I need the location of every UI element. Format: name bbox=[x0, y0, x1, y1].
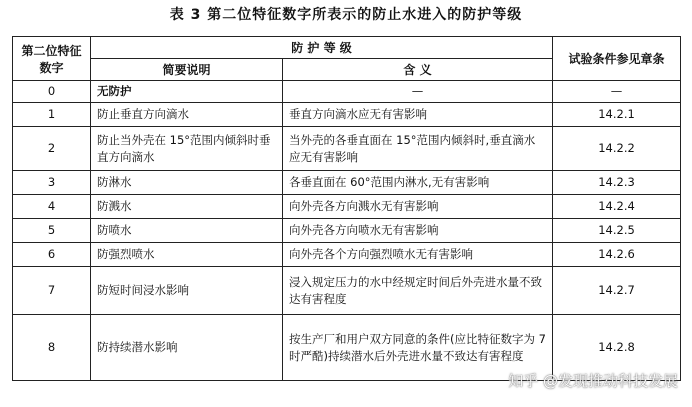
row-clause: 14.2.5 bbox=[553, 219, 681, 243]
table-row bbox=[13, 127, 681, 171]
row-clause: 14.2.2 bbox=[553, 127, 681, 171]
row-meaning: 当外壳的各垂直面在 15°范围内倾斜时,垂直滴水应无有害影响 bbox=[283, 127, 553, 171]
row-brief: 防止当外壳在 15°范围内倾斜时垂直方向滴水 bbox=[91, 127, 283, 171]
row-meaning: 垂直方向滴水应无有害影响 bbox=[283, 103, 553, 127]
row-digit: 6 bbox=[13, 243, 91, 267]
row-meaning: 按生产厂和用户双方同意的条件(应比特征数字为 7 时严酷)持续潜水后外壳进水量不致达有害程度 bbox=[283, 315, 553, 381]
row-brief: 无防护 bbox=[91, 81, 283, 103]
header-meaning: 含 义 bbox=[283, 59, 553, 81]
row-clause: 14.2.1 bbox=[553, 103, 681, 127]
row-digit: 1 bbox=[13, 103, 91, 127]
row-meaning: 向外壳各个方向强烈喷水无有害影响 bbox=[283, 243, 553, 267]
row-digit: 7 bbox=[13, 267, 91, 315]
header-digit: 第二位特征数字 bbox=[13, 37, 91, 81]
row-meaning: 浸入规定压力的水中经规定时间后外壳进水量不致达有害程度 bbox=[283, 267, 553, 315]
row-brief: 防喷水 bbox=[91, 219, 283, 243]
row-digit: 4 bbox=[13, 195, 91, 219]
row-digit: 0 bbox=[13, 81, 91, 103]
table-row bbox=[13, 195, 681, 219]
row-meaning: — bbox=[283, 81, 553, 103]
row-clause: — bbox=[553, 81, 681, 103]
table-row bbox=[13, 219, 681, 243]
row-meaning: 向外壳各方向喷水无有害影响 bbox=[283, 219, 553, 243]
header-protection: 防 护 等 级 bbox=[91, 37, 553, 59]
row-clause: 14.2.4 bbox=[553, 195, 681, 219]
row-digit: 2 bbox=[13, 127, 91, 171]
row-digit: 8 bbox=[13, 315, 91, 381]
row-clause: 14.2.7 bbox=[553, 267, 681, 315]
watermark: 知乎 @发现推动科技发展 bbox=[508, 372, 678, 390]
row-clause: 14.2.6 bbox=[553, 243, 681, 267]
header-test: 试验条件参见章条 bbox=[553, 37, 681, 81]
row-brief: 防淋水 bbox=[91, 171, 283, 195]
row-brief: 防强烈喷水 bbox=[91, 243, 283, 267]
protection-table bbox=[12, 36, 681, 381]
header-brief: 简要说明 bbox=[91, 59, 283, 81]
table-row bbox=[13, 243, 681, 267]
row-brief: 防止垂直方向滴水 bbox=[91, 103, 283, 127]
row-brief: 防短时间浸水影响 bbox=[91, 267, 283, 315]
row-clause: 14.2.3 bbox=[553, 171, 681, 195]
row-digit: 3 bbox=[13, 171, 91, 195]
table-row bbox=[13, 267, 681, 315]
row-meaning: 各垂直面在 60°范围内淋水,无有害影响 bbox=[283, 171, 553, 195]
row-digit: 5 bbox=[13, 219, 91, 243]
row-brief: 防持续潜水影响 bbox=[91, 315, 283, 381]
table-row bbox=[13, 81, 681, 103]
table-row bbox=[13, 103, 681, 127]
row-clause: 14.2.8 bbox=[553, 315, 681, 381]
table-title: 表 3 第二位特征数字所表示的防止水进入的防护等级 bbox=[169, 7, 523, 23]
row-meaning: 向外壳各方向溅水无有害影响 bbox=[283, 195, 553, 219]
row-brief: 防溅水 bbox=[91, 195, 283, 219]
table-row bbox=[13, 171, 681, 195]
